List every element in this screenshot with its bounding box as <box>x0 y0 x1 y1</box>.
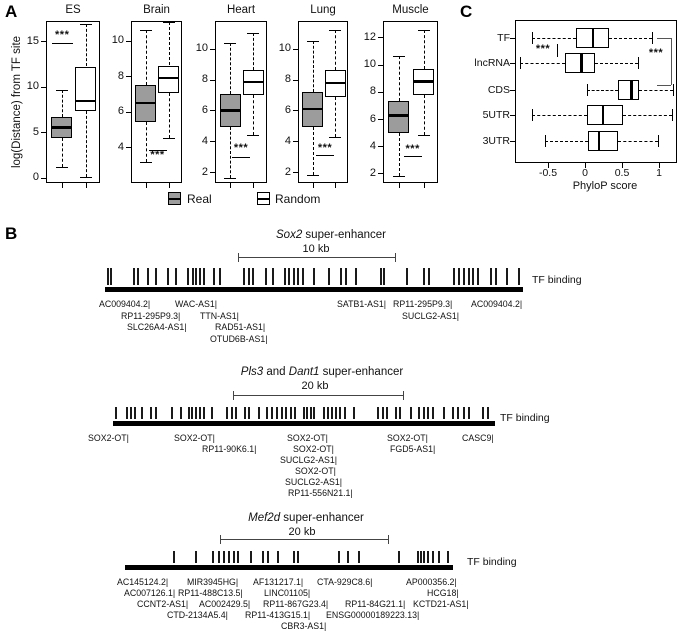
tf-binding-site-tick <box>432 407 434 419</box>
track-1-tf-binding-label: TF binding <box>532 274 582 286</box>
tf-binding-site-tick <box>226 407 228 419</box>
tf-binding-site-tick <box>328 268 330 285</box>
y-tick-label: 6 <box>284 103 291 116</box>
y-tick-label: 6 <box>201 103 208 116</box>
gene-label: CASC9| <box>462 433 494 443</box>
gene-label: AC145124.2| <box>117 577 169 587</box>
x-tick-label: 1 <box>656 167 662 179</box>
significance-stars: *** <box>405 142 420 155</box>
tf-binding-site-tick <box>262 551 264 563</box>
gene-label: ENSG00000189223.13| <box>326 610 420 620</box>
tf-binding-site-tick <box>173 551 175 563</box>
tf-binding-site-tick <box>331 407 333 419</box>
significance-stars-right: *** <box>648 47 664 59</box>
gene-label: SOX2-OT| <box>387 433 428 443</box>
gene-label: RP11-90K6.1| <box>202 444 257 454</box>
y-tick-label: 2 <box>284 165 291 178</box>
tf-binding-site-tick <box>277 551 279 563</box>
gene-label: RP11-84G21.1| <box>345 599 406 609</box>
tf-binding-site-tick <box>258 407 260 419</box>
tf-binding-site-tick <box>447 551 449 563</box>
tf-binding-site-tick <box>347 551 349 563</box>
tf-binding-site-tick <box>380 268 382 285</box>
tf-binding-site-tick <box>423 407 425 419</box>
tf-binding-site-tick <box>293 551 295 563</box>
tf-binding-site-tick <box>187 268 189 285</box>
gene-label: FGD5-AS1| <box>390 444 436 454</box>
tf-binding-site-tick <box>294 407 296 419</box>
tf-binding-site-tick <box>133 268 135 285</box>
y-tick-label: 0 <box>32 171 39 184</box>
tf-binding-site-tick <box>506 268 508 285</box>
gene-label: CTD-2134A5.4| <box>167 610 228 620</box>
tf-binding-site-tick <box>458 268 460 285</box>
gene-label: SUCLG2-AS1| <box>402 311 460 321</box>
tf-binding-site-tick <box>383 268 385 285</box>
tf-binding-site-tick <box>302 268 304 285</box>
y-tick-label: 10 <box>26 80 39 93</box>
y-tick-label: 2 <box>201 165 208 178</box>
tf-binding-site-tick <box>107 268 109 285</box>
tf-binding-site-tick <box>137 268 139 285</box>
tf-binding-site-tick <box>195 551 197 563</box>
gene-label: SUCLG2-AS1| <box>285 477 343 487</box>
tf-binding-site-tick <box>265 268 267 285</box>
track-2-enhancer-bar <box>113 421 495 426</box>
tf-binding-site-tick <box>487 407 489 419</box>
gene-label: RP11-295P9.3| <box>393 299 453 309</box>
gene-label: AF131217.1| <box>253 577 304 587</box>
panel-a-y-axis-label: log(Distance) from TF site <box>11 35 23 169</box>
tf-binding-site-tick <box>281 407 283 419</box>
tf-binding-site-tick <box>410 407 412 419</box>
tf-binding-site-tick <box>339 407 341 419</box>
tf-binding-site-tick <box>150 407 152 419</box>
tf-binding-site-tick <box>443 407 445 419</box>
track-1-scale-bar <box>238 257 395 258</box>
gene-label: RP11-488C13.5| <box>178 588 243 598</box>
tf-binding-site-tick <box>472 268 474 285</box>
y-tick-label: 8 <box>369 85 376 98</box>
tf-binding-site-tick <box>288 268 290 285</box>
tf-binding-site-tick <box>313 407 315 419</box>
tf-binding-site-tick <box>303 407 305 419</box>
y-tick-label: 10 <box>278 42 291 55</box>
track-3-scale-cap-right <box>388 535 389 544</box>
tf-binding-site-tick <box>191 407 193 419</box>
gene-label: SOX2-OT| <box>295 466 336 476</box>
tf-binding-site-tick <box>231 407 233 419</box>
tf-binding-site-tick <box>335 407 337 419</box>
tf-binding-site-tick <box>463 268 465 285</box>
tf-binding-site-tick <box>180 407 182 419</box>
y-tick-label: 4 <box>117 140 124 153</box>
subplot-title-heart: Heart <box>226 4 256 16</box>
tf-binding-site-tick <box>276 407 278 419</box>
track-1-scale-cap-right <box>395 253 396 262</box>
tf-binding-site-tick <box>199 268 201 285</box>
tf-binding-site-tick <box>110 268 112 285</box>
tf-binding-site-tick <box>477 268 479 285</box>
category-label-tf: TF <box>497 31 510 44</box>
y-tick-label: 4 <box>201 134 208 147</box>
tf-binding-site-tick <box>293 268 295 285</box>
gene-label: CBR3-AS1| <box>281 621 327 631</box>
tf-binding-site-tick <box>233 551 235 563</box>
gene-label: AC009404.2| <box>471 299 523 309</box>
title-text: super-enhancer <box>280 512 364 524</box>
y-tick-label: 10 <box>363 58 376 71</box>
tf-binding-site-tick <box>271 407 273 419</box>
y-tick-label: 15 <box>26 34 39 47</box>
tf-binding-site-tick <box>297 268 299 285</box>
y-tick-label: 4 <box>369 139 376 152</box>
tf-binding-site-tick <box>284 268 286 285</box>
gene-label: AC007126.1| <box>124 588 176 598</box>
tf-binding-site-tick <box>155 268 157 285</box>
tf-binding-site-tick <box>218 551 220 563</box>
tf-binding-site-tick <box>453 268 455 285</box>
tf-binding-site-tick <box>490 268 492 285</box>
subplot-title-lung: Lung <box>310 4 336 16</box>
tf-binding-site-tick <box>195 268 197 285</box>
tf-binding-site-tick <box>463 407 465 419</box>
track-2-title <box>241 366 403 378</box>
category-label-lncrna: lncRNA <box>474 56 510 69</box>
tf-binding-site-tick <box>211 407 213 419</box>
track-2-scale-cap-left <box>233 391 234 400</box>
tf-binding-site-tick <box>482 407 484 419</box>
gene-label: SOX2-OT| <box>293 444 334 454</box>
tf-binding-site-tick <box>267 551 269 563</box>
tf-binding-site-tick <box>248 268 250 285</box>
gene-label: LINC01105| <box>264 588 311 598</box>
tf-binding-site-tick <box>130 407 132 419</box>
gene-label: RP11-295P9.3| <box>121 311 181 321</box>
tf-binding-site-tick <box>398 551 400 563</box>
tf-binding-site-tick <box>219 268 221 285</box>
gene-label: SLC26A4-AS1| <box>127 322 187 332</box>
legend-label-random: Random <box>275 192 321 206</box>
gene-label: KCTD21-AS1| <box>413 599 469 609</box>
subplot-title-muscle: Muscle <box>392 4 429 16</box>
gene-label: SOX2-OT| <box>287 433 328 443</box>
panel-b-label: B <box>5 224 18 243</box>
tf-binding-site-tick <box>244 407 246 419</box>
tf-binding-site-tick <box>252 268 254 285</box>
tf-binding-site-tick <box>306 407 308 419</box>
tf-binding-site-tick <box>518 268 520 285</box>
track-3-tf-binding-label: TF binding <box>467 556 517 568</box>
tf-binding-site-tick <box>126 407 128 419</box>
gene-label: AC009404.2| <box>99 299 151 309</box>
gene-label: HCG18| <box>427 588 459 598</box>
x-tick-label: 0.5 <box>614 167 630 179</box>
tf-binding-site-tick <box>340 268 342 285</box>
tf-binding-site-tick <box>327 407 329 419</box>
tf-binding-site-tick <box>237 551 239 563</box>
gene-name-italic: Mef2d <box>248 512 281 524</box>
tf-binding-site-tick <box>345 268 347 285</box>
panel-a-label: A <box>5 2 18 21</box>
tf-binding-site-tick <box>457 407 459 419</box>
gene-label: RP11-556N21.1| <box>288 488 353 498</box>
gene-name-italic: Pls3 <box>240 366 264 378</box>
tf-binding-site-tick <box>203 407 205 419</box>
y-tick-label: 10 <box>195 42 208 55</box>
tf-binding-site-tick <box>427 551 429 563</box>
significance-stars: *** <box>233 142 249 155</box>
phylop-x-axis-label: PhyloP score <box>572 180 638 192</box>
tf-binding-site-tick <box>468 407 470 419</box>
tf-binding-site-tick <box>406 268 408 285</box>
significance-stars: *** <box>55 29 70 42</box>
tf-binding-site-tick <box>141 407 143 419</box>
y-tick-label: 5 <box>32 125 39 138</box>
tf-binding-site-tick <box>399 407 401 419</box>
gene-label: AP000356.2| <box>406 577 457 587</box>
tf-binding-site-tick <box>310 407 312 419</box>
y-tick-label: 2 <box>369 166 376 179</box>
tf-binding-site-tick <box>395 407 397 419</box>
gene-label: SOX2-OT| <box>88 433 129 443</box>
tf-binding-site-tick <box>199 407 201 419</box>
gene-label: WAC-AS1| <box>175 299 218 309</box>
tf-binding-site-tick <box>243 268 245 285</box>
tf-binding-site-tick <box>438 551 440 563</box>
track-2-scale-label: 20 kb <box>301 380 329 392</box>
tf-binding-site-tick <box>192 268 194 285</box>
gene-label: SATB1-AS1| <box>337 299 387 309</box>
track-2-scale-cap-right <box>403 391 404 400</box>
tf-binding-site-tick <box>248 407 250 419</box>
tf-binding-site-tick <box>417 551 419 563</box>
gene-label: CCNT2-AS1| <box>137 599 189 609</box>
track-3-title <box>248 512 364 524</box>
tf-binding-site-tick <box>313 268 315 285</box>
y-tick-label: 8 <box>284 73 291 86</box>
tf-binding-site-tick <box>452 407 454 419</box>
y-tick-label: 6 <box>117 105 124 118</box>
tf-binding-site-tick <box>420 551 422 563</box>
category-label-3utr: 3UTR <box>482 134 510 147</box>
gene-label: RAD51-AS1| <box>215 322 266 332</box>
tf-binding-site-tick <box>250 551 252 563</box>
tf-binding-site-tick <box>212 551 214 563</box>
tf-binding-site-tick <box>235 407 237 419</box>
track-3-scale-bar <box>220 539 388 540</box>
legend-label-real: Real <box>187 192 212 206</box>
gene-label: MIR3945HG| <box>187 577 239 587</box>
category-label-5utr: 5UTR <box>482 108 510 121</box>
tf-binding-site-tick <box>290 407 292 419</box>
title-text: and <box>263 366 289 378</box>
tf-binding-site-tick <box>423 268 425 285</box>
category-label-cds: CDS <box>487 83 510 96</box>
x-tick-label: -0.5 <box>538 167 558 179</box>
title-text: super-enhancer <box>319 366 404 378</box>
tf-binding-site-tick <box>188 407 190 419</box>
gene-label: SOX2-OT| <box>174 433 215 443</box>
gene-label: CTA-929C8.6| <box>317 577 373 587</box>
tf-binding-site-tick <box>358 551 360 563</box>
tf-binding-site-tick <box>175 268 177 285</box>
tf-binding-site-tick <box>195 407 197 419</box>
tf-binding-site-tick <box>223 551 225 563</box>
tf-binding-site-tick <box>203 268 205 285</box>
tf-binding-site-tick <box>432 551 434 563</box>
tf-binding-site-tick <box>297 551 299 563</box>
tf-binding-site-tick <box>495 268 497 285</box>
tf-binding-site-tick <box>468 268 470 285</box>
tf-binding-site-tick <box>344 407 346 419</box>
gene-label: OTUD6B-AS1| <box>210 334 268 344</box>
track-3-scale-label: 20 kb <box>288 526 316 538</box>
subplot-title-es: ES <box>65 4 81 16</box>
y-tick-label: 10 <box>111 34 124 47</box>
significance-stars-left: *** <box>535 43 551 55</box>
track-1-title <box>276 229 386 241</box>
tf-binding-site-tick <box>382 407 384 419</box>
track-2-tf-binding-label: TF binding <box>500 412 550 424</box>
track-1-scale-label: 10 kb <box>302 243 330 255</box>
track-3-scale-cap-left <box>220 535 221 544</box>
tf-binding-site-tick <box>134 407 136 419</box>
tf-binding-site-tick <box>155 407 157 419</box>
x-tick-label: 0 <box>582 167 588 179</box>
gene-name-italic: Sox2 <box>276 229 303 241</box>
tf-binding-site-tick <box>423 551 425 563</box>
tf-binding-site-tick <box>213 268 215 285</box>
track-1-scale-cap-left <box>238 253 239 262</box>
gene-label: TTN-AS1| <box>200 311 239 321</box>
y-tick-label: 4 <box>284 134 291 147</box>
subplot-title-brain: Brain <box>143 4 170 16</box>
tf-binding-site-tick <box>428 268 430 285</box>
y-tick-label: 12 <box>363 30 376 43</box>
tf-binding-site-tick <box>115 407 117 419</box>
gene-label: RP11-413G15.1| <box>245 610 311 620</box>
gene-name-italic: Dant1 <box>288 366 320 378</box>
tf-binding-site-tick <box>323 407 325 419</box>
tf-binding-site-tick <box>167 268 169 285</box>
significance-stars: *** <box>317 142 333 155</box>
panel-c-label: C <box>460 2 473 21</box>
tf-binding-site-tick <box>147 268 149 285</box>
tf-binding-site-tick <box>353 407 355 419</box>
y-tick-label: 6 <box>369 112 376 125</box>
tf-binding-site-tick <box>285 407 287 419</box>
track-1-enhancer-bar <box>105 287 523 292</box>
tf-binding-site-tick <box>418 407 420 419</box>
tf-binding-site-tick <box>427 407 429 419</box>
tf-binding-site-tick <box>355 268 357 285</box>
gene-label: AC002429.5| <box>199 599 251 609</box>
y-tick-label: 8 <box>117 69 124 82</box>
tf-binding-site-tick <box>272 268 274 285</box>
tf-binding-site-tick <box>228 551 230 563</box>
significance-stars: *** <box>150 149 165 162</box>
title-text: super-enhancer <box>302 229 386 241</box>
tf-binding-site-tick <box>386 407 388 419</box>
tf-binding-site-tick <box>171 407 173 419</box>
gene-label: RP11-867G23.4| <box>263 599 329 609</box>
track-2-scale-bar <box>233 395 403 396</box>
y-tick-label: 8 <box>201 73 208 86</box>
tf-binding-site-tick <box>338 551 340 563</box>
tf-binding-site-tick <box>266 407 268 419</box>
gene-label: SUCLG2-AS1| <box>280 455 338 465</box>
tf-binding-site-tick <box>377 407 379 419</box>
track-3-enhancer-bar <box>125 565 453 570</box>
